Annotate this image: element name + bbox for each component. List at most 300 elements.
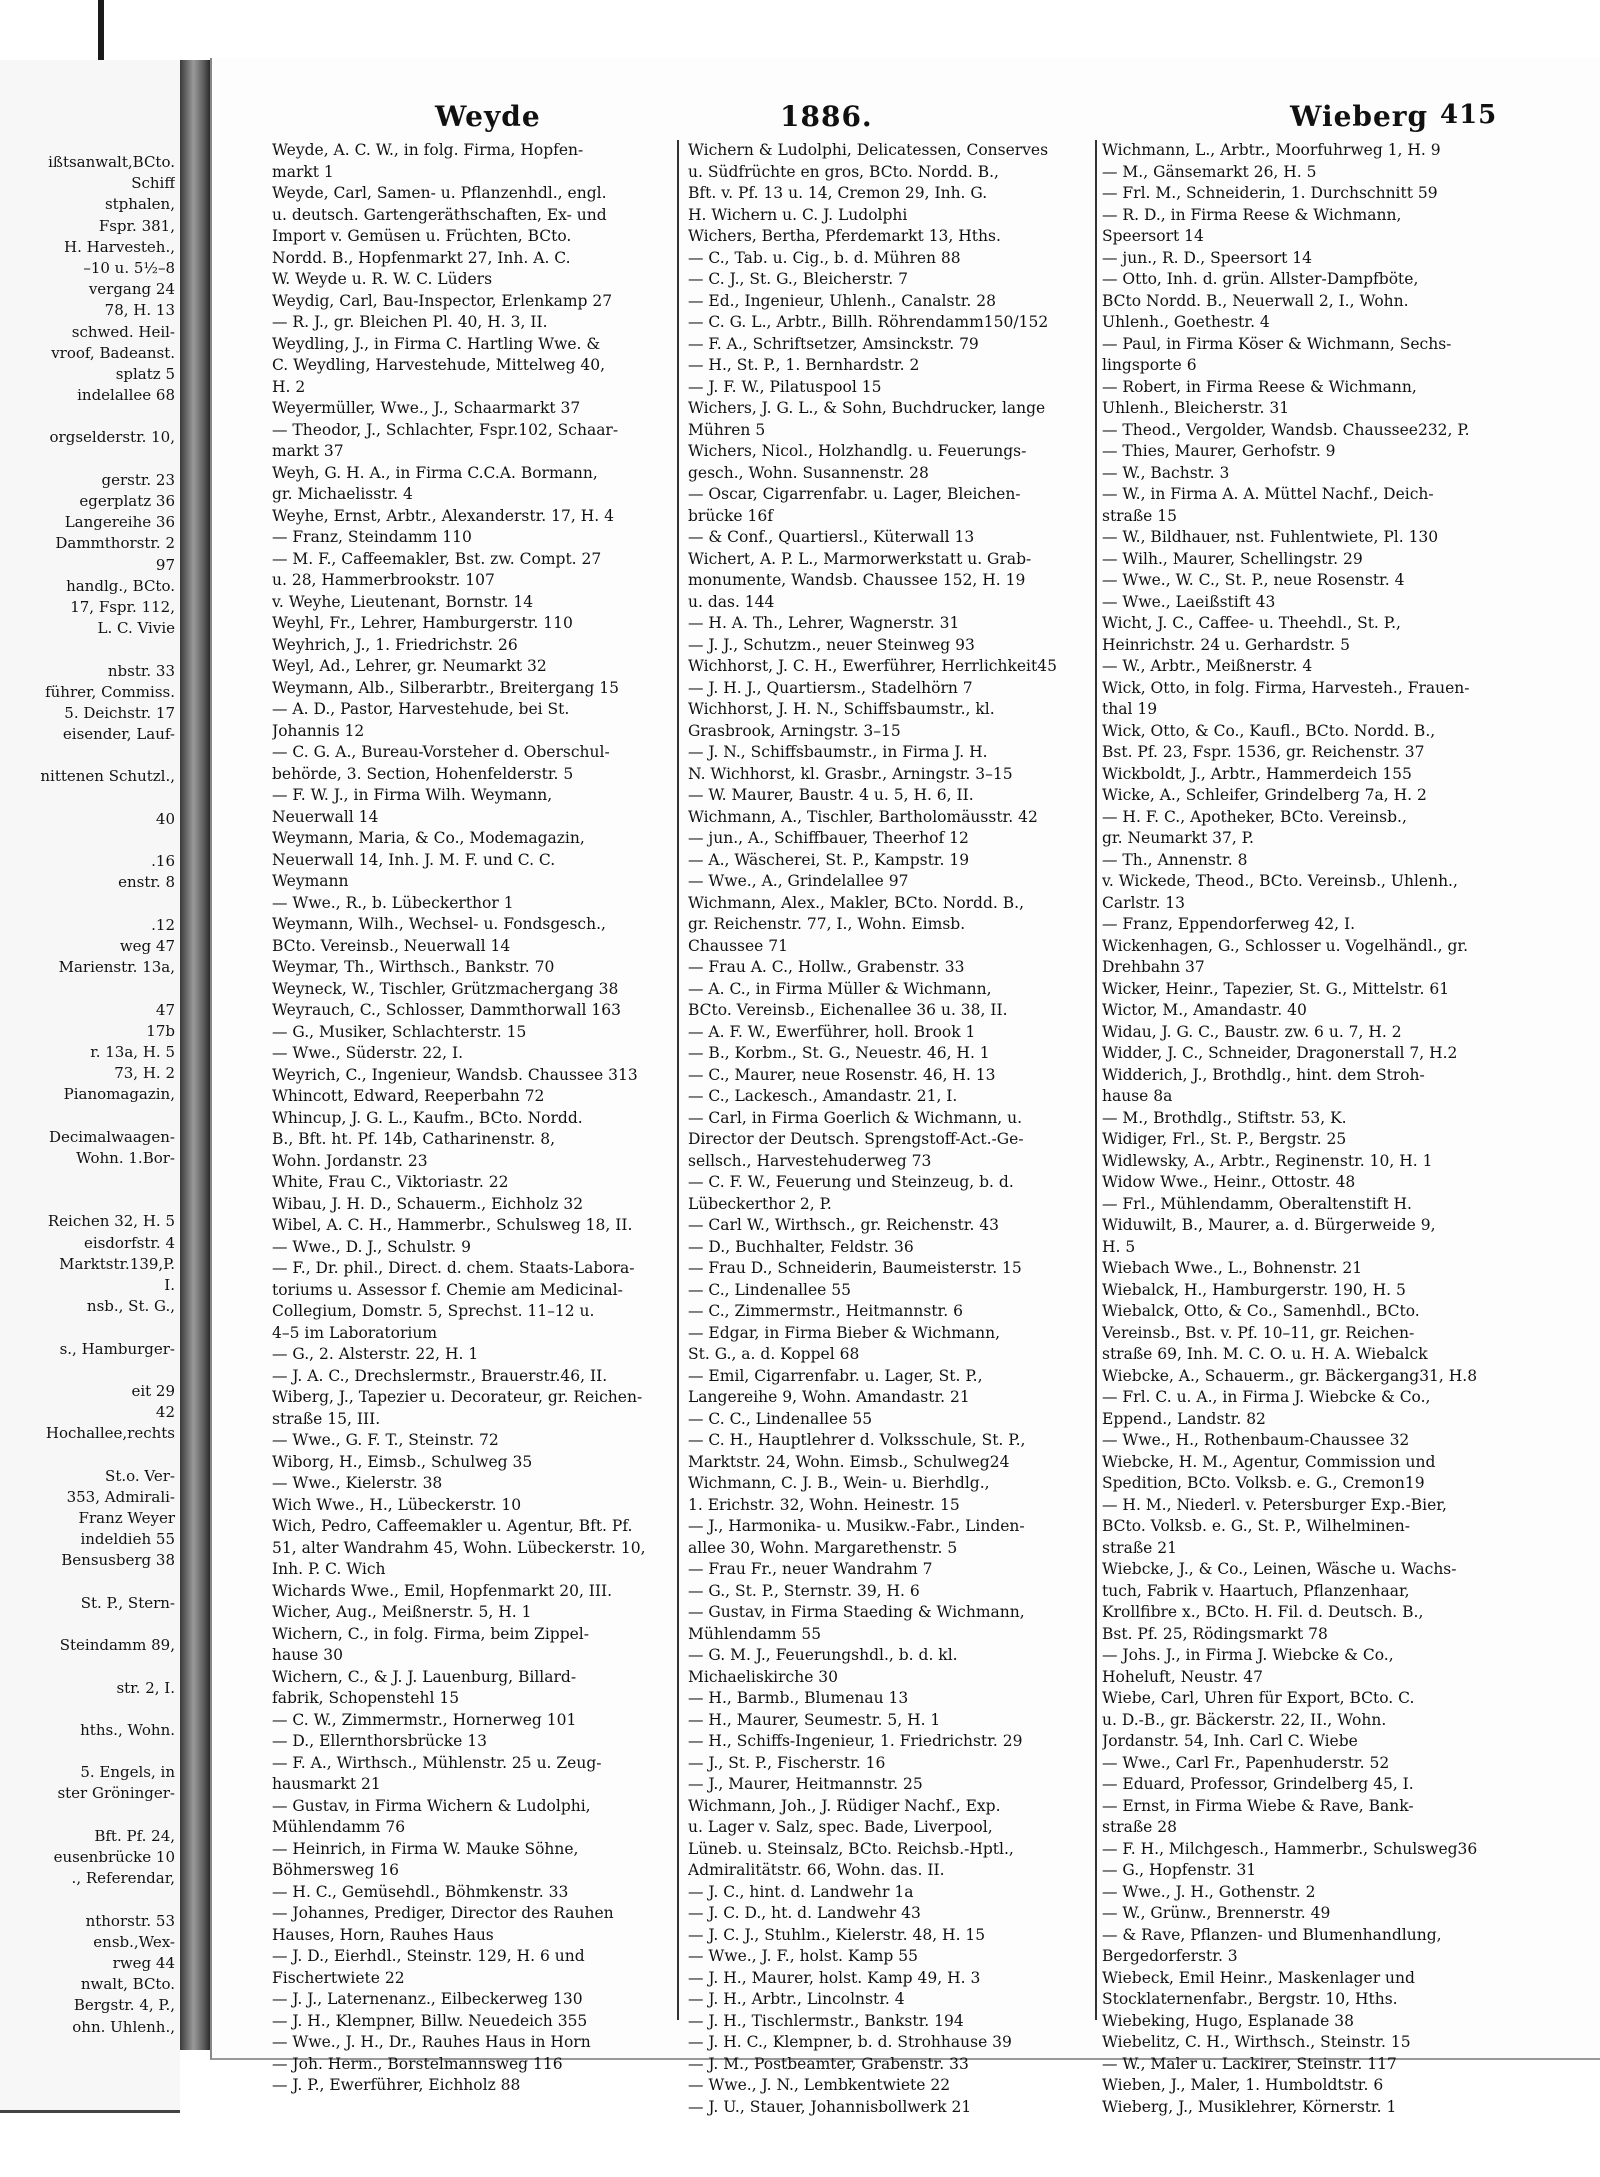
left-page-line: stphalen,: [104, 195, 175, 214]
directory-entry-line: — Eduard, Professor, Grindelberg 45, I.: [1102, 1775, 1414, 1793]
directory-entry-line: — J. H. J., Quartiersm., Stadelhörn 7: [688, 678, 973, 697]
header-left-keyword: Weyde: [435, 100, 541, 133]
left-page-line: .16: [151, 852, 175, 871]
directory-entry-line: Grasbrook, Arningstr. 3–15: [688, 721, 901, 740]
directory-entry-line: — C. G. A., Bureau-Vorsteher d. Oberschul-: [272, 743, 610, 761]
left-page-line: [0, 1889, 175, 1910]
directory-entry-line: — G., 2. Alsterstr. 22, H. 1: [272, 1345, 479, 1363]
directory-entry-line: Collegium, Domstr. 5, Sprechst. 11–12 u.: [272, 1302, 595, 1320]
directory-entry-line: Uhlenh., Bleicherstr. 31: [1102, 399, 1290, 417]
book-spine: [180, 60, 210, 2050]
left-page-line: Franz Weyer: [78, 1509, 175, 1527]
directory-entry-line: — H. A. Th., Lehrer, Wagnerstr. 31: [688, 614, 960, 632]
directory-entry-line: Weydling, J., in Firma C. Hartling Wwe. &: [272, 334, 601, 353]
directory-entry-line: Wichards Wwe., Emil, Hopfenmarkt 20, III.: [272, 1581, 613, 1600]
directory-entry-line: Widiger, Frl., St. P., Bergstr. 25: [1102, 1130, 1347, 1148]
left-page-line: Hochallee,rechts: [45, 1424, 175, 1443]
directory-entry-line: toriums u. Assessor f. Chemie am Medicinal-: [272, 1280, 623, 1299]
directory-entry-line: — H. M., Niederl. v. Petersburger Exp.-Bier,: [1102, 1495, 1447, 1514]
directory-entry-line: Wichern & Ludolphi, Delicatessen, Conserves: [688, 141, 1049, 159]
directory-entry-line: BCto. Vereinsb., Neuerwall 14: [272, 936, 511, 955]
directory-entry-line: — R. D., in Firma Reese & Wichmann,: [1102, 205, 1402, 224]
left-page-line: 47: [155, 1000, 175, 1019]
directory-entry-line: tuch, Fabrik v. Haartuch, Pflanzenhaar,: [1102, 1581, 1410, 1600]
directory-entry-line: — H. C., Gemüsehdl., Böhmkenstr. 33: [272, 1882, 569, 1901]
directory-entry-line: Wichert, A. P. L., Marmorwerkstatt u. Grab-: [688, 549, 1032, 568]
directory-entry-line: — Wwe., Carl Fr., Papenhuderstr. 52: [1102, 1753, 1390, 1772]
directory-entry-line: BCto. Volksb. e. G., St. P., Wilhelminen-: [1102, 1517, 1410, 1535]
directory-entry-line: — Gustav, in Firma Staeding & Wichmann,: [688, 1603, 1025, 1621]
left-page-line: splatz 5: [115, 364, 175, 383]
directory-entry-line: — Frl. C. u. A., in Firma J. Wiebcke & Co.,: [1102, 1388, 1431, 1406]
directory-entry-line: gr. Reichenstr. 77, I., Wohn. Eimsb.: [688, 915, 966, 933]
directory-entry-line: — Wwe., G. F. T., Steinstr. 72: [272, 1431, 499, 1449]
directory-entry-line: — W., Bachstr. 3: [1102, 463, 1230, 482]
left-page-line: ., Referendar,: [71, 1869, 175, 1888]
directory-entry-line: Wiebelitz, C. H., Wirthsch., Steinstr. 15: [1102, 2033, 1411, 2051]
left-page-line: H. Harvesteh.,: [64, 237, 175, 256]
directory-entry-line: Wichmann, Alex., Makler, BCto. Nordd. B.,: [688, 893, 1025, 912]
directory-entry-line: — C. F. W., Feuerung und Steinzeug, b. d.: [688, 1173, 1014, 1191]
directory-entry-line: Weyhrich, J., 1. Friedrichstr. 26: [272, 635, 518, 654]
directory-entry-line: — Wwe., A., Grindelallee 97: [688, 872, 909, 890]
directory-entry-line: Uhlenh., Goethestr. 4: [1102, 313, 1270, 331]
directory-entry-line: — C. W., Zimmermstr., Hornerweg 101: [272, 1710, 577, 1729]
directory-entry-line: — M., Gänsemarkt 26, H. 5: [1102, 162, 1317, 181]
left-page-line: eit 29: [131, 1381, 175, 1400]
directory-entry-line: Marktstr. 24, Wohn. Eimsb., Schulweg24: [688, 1452, 1010, 1471]
directory-entry-line: — B., Korbm., St. G., Neuestr. 46, H. 1: [688, 1044, 990, 1062]
directory-entry-line: Spedition, BCto. Volksb. e. G., Cremon19: [1102, 1474, 1425, 1492]
directory-entry-line: — J. C. D., ht. d. Landwehr 43: [688, 1904, 921, 1922]
directory-entry-line: Widderich, J., Brothdlg., hint. dem Stroh-: [1102, 1065, 1425, 1084]
directory-entry-line: — C., Maurer, neue Rosenstr. 46, H. 13: [688, 1065, 996, 1084]
directory-entry-line: monumente, Wandsb. Chaussee 152, H. 19: [688, 571, 1026, 589]
left-page-line: indelallee 68: [77, 386, 175, 405]
directory-entry-line: Weyl, Ad., Lehrer, gr. Neumarkt 32: [272, 657, 547, 675]
left-page-line: s., Hamburger-: [59, 1339, 175, 1358]
directory-entry-line: BCto Nordd. B., Neuerwall 2, I., Wohn.: [1102, 291, 1409, 310]
directory-entry-line: — J. H., Maurer, holst. Kamp 49, H. 3: [688, 1968, 981, 1987]
directory-entry-line: Wicht, J. C., Caffee- u. Theehdl., St. P.,: [1102, 614, 1401, 632]
left-page-line: 353, Admirali-: [66, 1487, 175, 1506]
directory-entry-line: Weymar, Th., Wirthsch., Bankstr. 70: [272, 958, 555, 976]
directory-entry-line: Krollfibre x., BCto. H. Fil. d. Deutsch. B.,: [1102, 1603, 1424, 1621]
directory-entry-line: H. Wichern u. C. J. Ludolphi: [688, 205, 908, 224]
directory-entry-line: Heinrichstr. 24 u. Gerhardstr. 5: [1102, 635, 1351, 654]
directory-entry-line: — J. C., hint. d. Landwehr 1a: [688, 1882, 914, 1901]
directory-entry-line: — Robert, in Firma Reese & Wichmann,: [1102, 377, 1417, 396]
left-page-line: I.: [164, 1275, 175, 1294]
directory-entry-line: — Wwe., Kielerstr. 38: [272, 1474, 443, 1492]
left-page-line: eusenbrücke 10: [53, 1848, 175, 1866]
left-page-line: [0, 830, 175, 851]
directory-entry-line: — Frau D., Schneiderin, Baumeisterstr. 15: [688, 1259, 1022, 1277]
directory-entry-line: Bst. Pf. 23, Fspr. 1536, gr. Reichenstr. 37: [1102, 743, 1425, 761]
directory-entry-line: Whincup, J. G. L., Kaufm., BCto. Nordd.: [272, 1108, 583, 1127]
directory-entry-line: — J. P., Ewerführer, Eichholz 88: [272, 2076, 521, 2094]
left-page-line: [0, 406, 175, 427]
directory-entry-line: v. Wickede, Theod., BCto. Vereinsb., Uhlenh.,: [1102, 872, 1458, 890]
left-page-line: 73, H. 2: [114, 1064, 175, 1083]
directory-entry-line: — M., Brothdlg., Stiftstr. 53, K.: [1102, 1108, 1347, 1127]
directory-entry-line: — C. J., St. G., Bleicherstr. 7: [688, 270, 909, 288]
directory-entry-line: — Carl W., Wirthsch., gr. Reichenstr. 43: [688, 1216, 1000, 1234]
directory-entry-line: Wick, Otto, in folg. Firma, Harvesteh., Frauen-: [1102, 678, 1470, 697]
directory-entry-line: straße 21: [1102, 1538, 1178, 1557]
left-page-line: nwalt, BCto.: [80, 1975, 175, 1994]
directory-entry-line: White, Frau C., Viktoriastr. 22: [272, 1173, 509, 1191]
directory-entry-line: Wiberg, J., Tapezier u. Decorateur, gr. Reichen-: [272, 1388, 643, 1406]
directory-entry-line: — A. F. W., Ewerführer, holl. Brook 1: [688, 1022, 976, 1041]
directory-entry-line: Wohn. Jordanstr. 23: [272, 1151, 428, 1170]
directory-entry-line: lingsporte 6: [1102, 356, 1197, 374]
directory-entry-line: — Ernst, in Firma Wiebe & Rave, Bank-: [1102, 1796, 1414, 1815]
left-page-line: [0, 1169, 175, 1190]
directory-entry-line: — J. H., Klempner, Billw. Neuedeich 355: [272, 2011, 588, 2030]
directory-entry-line: St. G., a. d. Koppel 68: [688, 1345, 860, 1363]
directory-entry-line: Wicher, Aug., Meißnerstr. 5, H. 1: [272, 1603, 532, 1621]
directory-entry-line: Wichern, C., in folg. Firma, beim Zippel-: [272, 1624, 589, 1643]
directory-entry-line: hause 8a: [1102, 1087, 1173, 1105]
directory-entry-line: — Wwe., W. C., St. P., neue Rosenstr. 4: [1102, 571, 1405, 589]
directory-entry-line: Lübeckerthor 2, P.: [688, 1194, 832, 1213]
directory-entry-line: — C., Tab. u. Cig., b. d. Mühren 88: [688, 248, 961, 267]
directory-entry-line: brücke 16f: [688, 506, 773, 525]
directory-entry-line: v. Weyhe, Lieutenant, Bornstr. 14: [272, 592, 534, 611]
directory-entry-line: — J. H., Tischlermstr., Bankstr. 194: [688, 2011, 964, 2030]
directory-entry-line: Weymann: [272, 872, 349, 890]
left-page-line: hths., Wohn.: [80, 1720, 175, 1739]
left-page-line: enstr. 8: [118, 873, 175, 892]
directory-entry-line: Speersort 14: [1102, 227, 1204, 245]
directory-entry-line: — Th., Annenstr. 8: [1102, 850, 1248, 869]
directory-entry-line: u. 28, Hammerbrookstr. 107: [272, 571, 495, 589]
left-page-line: handlg., BCto.: [66, 576, 175, 595]
directory-entry-line: — Frau Fr., neuer Wandrahm 7: [688, 1560, 933, 1578]
directory-entry-line: — Wwe., J. H., Dr., Rauhes Haus in Horn: [272, 2033, 591, 2051]
left-page-line: Bensusberg 38: [61, 1551, 175, 1570]
header-year: 1886.: [780, 100, 873, 133]
left-page-line: nbstr. 33: [107, 661, 175, 680]
directory-entry-line: — Wwe., Laeißstift 43: [1102, 592, 1276, 611]
directory-entry-line: — & Conf., Quartiersl., Küterwall 13: [688, 528, 975, 546]
directory-entry-line: — J. M., Postbeamter, Grabenstr. 33: [688, 2054, 969, 2073]
directory-entry-line: Vereinsb., Bst. v. Pf. 10–11, gr. Reichen-: [1102, 1323, 1415, 1342]
directory-entry-line: Mühlendamm 76: [272, 1818, 406, 1836]
directory-entry-line: — C. C., Lindenallee 55: [688, 1409, 873, 1428]
directory-entry-line: — Johs. J., in Firma J. Wiebcke & Co.,: [1102, 1646, 1394, 1664]
directory-entry-line: Weyde, Carl, Samen- u. Pflanzenhdl., engl.: [272, 184, 607, 202]
left-page-line: [0, 1805, 175, 1826]
directory-entry-line: Wiebeking, Hugo, Esplanade 38: [1102, 2011, 1354, 2030]
directory-entry-line: — Wwe., Süderstr. 22, I.: [272, 1044, 464, 1062]
directory-entry-line: Widder, J. C., Schneider, Dragonerstall 7, H.2: [1102, 1044, 1458, 1062]
directory-entry-line: allee 30, Wohn. Margarethenstr. 5: [688, 1538, 958, 1557]
left-page-line: St. P., Stern-: [80, 1593, 175, 1612]
left-page-line: eisdorfstr. 4: [83, 1233, 175, 1252]
left-page-line: ißtsanwalt,BCto.: [48, 153, 175, 171]
left-page-line: ster Gröninger-: [57, 1784, 175, 1803]
directory-entry-line: Weyhl, Fr., Lehrer, Hamburgerstr. 110: [272, 614, 573, 632]
directory-entry-line: — W., in Firma A. A. Müttel Nachf., Deich-: [1102, 485, 1434, 503]
directory-entry-line: Neuerwall 14: [272, 807, 379, 826]
directory-entry-line: Wich Wwe., H., Lübeckerstr. 10: [272, 1495, 522, 1514]
directory-entry-line: — F. A., Schriftsetzer, Amsinckstr. 79: [688, 334, 979, 353]
left-page-line: [0, 1190, 175, 1211]
directory-entry-line: Bst. Pf. 25, Rödingsmarkt 78: [1102, 1624, 1328, 1643]
directory-entry-line: — W. Maurer, Baustr. 4 u. 5, H. 6, II.: [688, 786, 974, 804]
directory-entry-line: u. das. 144: [688, 592, 775, 611]
directory-entry-line: Director der Deutsch. Sprengstoff-Act.-Ge-: [688, 1130, 1024, 1148]
directory-entry-line: — G., Hopfenstr. 31: [1102, 1861, 1257, 1879]
directory-entry-line: — J. J., Schutzm., neuer Steinweg 93: [688, 635, 975, 654]
directory-entry-line: Wichers, J. G. L., & Sohn, Buchdrucker, lange: [688, 399, 1046, 417]
left-page-line: [0, 449, 175, 470]
directory-entry-line: N. Wichhorst, kl. Grasbr., Arningstr. 3–15: [688, 764, 1013, 783]
left-page-line: [0, 1444, 175, 1465]
left-page-line: indeldieh 55: [80, 1530, 175, 1549]
left-page-line: vergang 24: [88, 280, 175, 299]
directory-entry-line: — Wwe., D. J., Schulstr. 9: [272, 1237, 471, 1256]
directory-entry-line: — A., Wäscherei, St. P., Kampstr. 19: [688, 850, 970, 869]
directory-entry-line: — J. F. W., Pilatuspool 15: [688, 377, 882, 396]
directory-entry-line: u. Südfrüchte en gros, BCto. Nordd. B.,: [688, 162, 999, 181]
directory-entry-line: — G., St. P., Sternstr. 39, H. 6: [688, 1581, 920, 1600]
directory-entry-line: — Frl., Mühlendamm, Oberaltenstift H.: [1102, 1194, 1412, 1213]
directory-entry-line: — F. A., Wirthsch., Mühlenstr. 25 u. Zeug-: [272, 1753, 602, 1772]
directory-entry-line: Stocklaternenfabr., Bergstr. 10, Hths.: [1102, 1990, 1398, 2008]
left-page-line: Decimalwaagen-: [49, 1127, 175, 1146]
directory-entry-line: — Theodor, J., Schlachter, Fspr.102, Schaar-: [272, 420, 619, 439]
directory-entry-line: — Frau A. C., Hollw., Grabenstr. 33: [688, 958, 965, 976]
left-page-line: [0, 1360, 175, 1381]
directory-entry-line: Weyhe, Ernst, Arbtr., Alexanderstr. 17, H. 4: [272, 506, 614, 525]
directory-entry-line: H. 5: [1102, 1237, 1136, 1256]
directory-entry-line: — W., Grünw., Brennerstr. 49: [1102, 1904, 1331, 1922]
directory-entry-line: — & Rave, Pflanzen- und Blumenhandlung,: [1102, 1925, 1442, 1944]
directory-entry-line: Weyrich, C., Ingenieur, Wandsb. Chaussee 313: [272, 1065, 638, 1084]
page-number: 415: [1440, 100, 1498, 130]
directory-entry-line: — Oscar, Cigarrenfabr. u. Lager, Bleichen-: [688, 485, 1021, 503]
left-page-line: Bft. Pf. 24,: [94, 1826, 175, 1845]
directory-entry-line: Wibau, J. H. D., Schauerm., Eichholz 32: [272, 1194, 584, 1213]
left-page-line: nthorstr. 53: [85, 1911, 175, 1930]
directory-entry-line: behörde, 3. Section, Hohenfelderstr. 5: [272, 764, 574, 783]
directory-entry-line: — J. D., Eierhdl., Steinstr. 129, H. 6 und: [272, 1947, 585, 1965]
left-page-line: schwed. Heil-: [71, 322, 175, 341]
directory-entry-line: Bft. v. Pf. 13 u. 14, Cremon 29, Inh. G.: [688, 184, 988, 202]
directory-entry-line: Wichmann, C. J. B., Wein- u. Bierhdlg.,: [688, 1474, 990, 1492]
directory-entry-line: Wiborg, H., Eimsb., Schulweg 35: [272, 1452, 533, 1471]
left-page-line: 42: [155, 1403, 175, 1422]
directory-column-2: [688, 140, 1088, 2118]
directory-entry-line: — M. F., Caffeemakler, Bst. zw. Compt. 27: [272, 549, 602, 568]
directory-entry-line: Wicker, Heinr., Tapezier, St. G., Mittelstr. 61: [1102, 979, 1450, 998]
left-page-line: [0, 894, 175, 915]
left-page-line: str. 2, I.: [116, 1678, 175, 1697]
directory-entry-line: Wichern, C., & J. J. Lauenburg, Billard-: [272, 1667, 577, 1686]
directory-entry-line: Drehbahn 37: [1102, 958, 1205, 976]
directory-entry-line: — J. U., Stauer, Johannisbollwerk 21: [688, 2097, 972, 2116]
directory-entry-line: — R. J., gr. Bleichen Pl. 40, H. 3, II.: [272, 313, 548, 331]
directory-entry-line: straße 69, Inh. M. C. O. u. H. A. Wiebalck: [1102, 1345, 1428, 1363]
directory-entry-line: W. Weyde u. R. W. C. Lüders: [272, 270, 493, 288]
directory-entry-line: Wichmann, Joh., J. Rüdiger Nachf., Exp.: [688, 1796, 1001, 1815]
left-page-line: 5. Deichstr. 17: [64, 703, 175, 722]
directory-entry-line: Hauses, Horn, Rauhes Haus: [272, 1925, 494, 1944]
directory-entry-line: gr. Michaelisstr. 4: [272, 485, 413, 503]
directory-entry-line: B., Bft. ht. Pf. 14b, Catharinenstr. 8,: [272, 1130, 556, 1148]
directory-entry-line: — Theod., Vergolder, Wandsb. Chaussee232, P.: [1102, 420, 1470, 439]
directory-entry-line: Wichhorst, J. C. H., Ewerführer, Herrlichkeit45: [688, 657, 1057, 675]
directory-entry-line: straße 28: [1102, 1818, 1178, 1836]
directory-entry-line: straße 15, III.: [272, 1409, 381, 1428]
directory-entry-line: Jordanstr. 54, Inh. Carl C. Wiebe: [1102, 1732, 1358, 1750]
directory-entry-line: Weydig, Carl, Bau-Inspector, Erlenkamp 27: [272, 291, 613, 310]
directory-entry-line: hause 30: [272, 1646, 343, 1664]
directory-entry-line: — C., Lindenallee 55: [688, 1280, 851, 1299]
directory-entry-line: — W., Bildhauer, nst. Fuhlentwiete, Pl. 130: [1102, 528, 1439, 546]
left-page-line: Wohn. 1.Bor-: [76, 1148, 175, 1167]
left-page-line: 17, Fspr. 112,: [70, 597, 175, 616]
directory-entry-line: — Wwe., H., Rothenbaum-Chaussee 32: [1102, 1431, 1410, 1449]
directory-entry-line: Wibel, A. C. H., Hammerbr., Schulsweg 18, II.: [272, 1216, 633, 1234]
directory-entry-line: Bergedorferstr. 3: [1102, 1947, 1238, 1965]
directory-entry-line: — Joh. Herm., Borstelmannsweg 116: [272, 2054, 563, 2073]
directory-entry-line: gesch., Wohn. Susannenstr. 28: [688, 463, 929, 482]
left-page-line: –10 u. 5½–8: [83, 258, 175, 277]
directory-entry-line: — Thies, Maurer, Gerhofstr. 9: [1102, 442, 1336, 460]
directory-entry-line: u. Lager v. Salz, spec. Bade, Liverpool,: [688, 1818, 993, 1836]
directory-entry-line: — C., Zimmermstr., Heitmannstr. 6: [688, 1302, 963, 1320]
directory-column-1: [272, 140, 672, 2097]
column-divider: [677, 140, 679, 2020]
directory-entry-line: — Wwe., J. F., holst. Kamp 55: [688, 1947, 918, 1965]
directory-entry-line: — J. A. C., Drechslermstr., Brauerstr.46, II.: [272, 1366, 608, 1385]
left-page-line: Marienstr. 13a,: [58, 958, 175, 977]
left-page-line: ohn. Uhlenh.,: [72, 2017, 175, 2036]
left-page-line: orgselderstr. 10,: [49, 428, 175, 447]
directory-entry-line: — J. N., Schiffsbaumstr., in Firma J. H.: [688, 743, 988, 761]
left-page-line: L. C. Vivie: [97, 619, 175, 638]
directory-entry-line: Wichmann, A., Tischler, Bartholomäusstr. 42: [688, 807, 1038, 826]
directory-entry-line: — C. H., Hauptlehrer d. Volksschule, St. P.,: [688, 1431, 1026, 1449]
directory-entry-line: — G. M. J., Feuerungshdl., b. d. kl.: [688, 1646, 958, 1664]
directory-entry-line: C. Weydling, Harvestehude, Mittelweg 40,: [272, 356, 606, 374]
left-page-line: [0, 639, 175, 660]
left-page-line: Bergstr. 4, P.,: [73, 1996, 175, 2015]
left-page-line: St.o. Ver-: [105, 1466, 175, 1485]
left-page-line: vroof, Badeanst.: [51, 343, 175, 362]
left-page-line: Pianomagazin,: [63, 1085, 175, 1104]
directory-entry-line: Weyrauch, C., Schlosser, Dammthorwall 163: [272, 1001, 621, 1019]
directory-entry-line: Wiebcke, J., & Co., Leinen, Wäsche u. Wachs-: [1102, 1560, 1457, 1578]
directory-entry-line: — Emil, Cigarrenfabr. u. Lager, St. P.,: [688, 1366, 983, 1385]
directory-entry-line: Lüneb. u. Steinsalz, BCto. Reichsb.-Hptl.,: [688, 1839, 1014, 1858]
directory-entry-line: gr. Neumarkt 37, P.: [1102, 829, 1254, 847]
left-page-line: führer, Commiss.: [45, 682, 175, 701]
left-page-line: ensb.,Wex-: [93, 1932, 175, 1951]
left-page-line: 17b: [146, 1021, 175, 1040]
directory-entry-line: Weymann, Maria, & Co., Modemagazin,: [272, 829, 585, 847]
left-page-line: gerstr. 23: [101, 470, 175, 489]
directory-entry-line: Import v. Gemüsen u. Früchten, BCto.: [272, 227, 572, 245]
directory-entry-line: — J., St. P., Fischerstr. 16: [688, 1753, 886, 1772]
directory-entry-line: — Otto, Inh. d. grün. Allster-Dampfböte,: [1102, 270, 1419, 288]
directory-entry-line: Chaussee 71: [688, 936, 788, 955]
left-page-line: 5. Engels, in: [80, 1763, 175, 1782]
directory-entry-line: Wichhorst, J. H. N., Schiffsbaumstr., kl.: [688, 700, 995, 718]
directory-entry-line: Wickenhagen, G., Schlosser u. Vogelhändl., gr.: [1102, 936, 1469, 955]
column-divider: [1095, 140, 1097, 2020]
left-page-line: Dammthorstr. 2: [55, 534, 175, 553]
left-page-line: nsb., St. G.,: [86, 1297, 175, 1316]
directory-entry-line: fabrik, Schopenstehl 15: [272, 1689, 460, 1707]
directory-entry-line: — Gustav, in Firma Wichern & Ludolphi,: [272, 1796, 591, 1815]
directory-entry-line: — W., Maler u. Lackirer, Steinstr. 117: [1102, 2054, 1397, 2073]
directory-entry-line: Wiebcke, A., Schauerm., gr. Bäckergang31, H.8: [1102, 1366, 1478, 1385]
directory-entry-line: — Wwe., J. H., Gothenstr. 2: [1102, 1882, 1316, 1901]
directory-entry-line: Carlstr. 13: [1102, 893, 1185, 912]
header-right-keyword: Wieberg: [1290, 100, 1429, 133]
directory-entry-line: — W., Arbtr., Meißnerstr. 4: [1102, 657, 1313, 675]
directory-entry-line: Weymann, Wilh., Wechsel- u. Fondsgesch.,: [272, 915, 606, 933]
directory-entry-line: Wieberg, J., Musiklehrer, Körnerstr. 1: [1102, 2097, 1397, 2116]
directory-entry-line: — Johannes, Prediger, Director des Rauhen: [272, 1904, 614, 1922]
directory-entry-line: Böhmersweg 16: [272, 1861, 399, 1879]
directory-entry-line: Widau, J. G. C., Baustr. zw. 6 u. 7, H. 2: [1102, 1022, 1402, 1041]
directory-entry-line: — Paul, in Firma Köser & Wichmann, Sechs-: [1102, 334, 1452, 353]
left-page-line: [0, 978, 175, 999]
directory-entry-line: — C. G. L., Arbtr., Billh. Röhrendamm150/152: [688, 313, 1049, 331]
directory-entry-line: — D., Ellernthorsbrücke 13: [272, 1732, 487, 1750]
directory-entry-line: Wichmann, L., Arbtr., Moorfuhrweg 1, H. 9: [1102, 141, 1441, 159]
directory-entry-line: Weyh, G. H. A., in Firma C.C.A. Bormann,: [272, 463, 598, 482]
left-page-line: egerplatz 36: [79, 492, 175, 510]
directory-entry-line: Eppend., Landstr. 82: [1102, 1409, 1266, 1428]
directory-entry-line: — F. H., Milchgesch., Hammerbr., Schulsweg36: [1102, 1839, 1478, 1858]
directory-entry-line: u. D.-B., gr. Bäckerstr. 22, II., Wohn.: [1102, 1710, 1387, 1729]
directory-entry-line: 1. Erichstr. 32, Wohn. Heinestr. 15: [688, 1495, 960, 1514]
directory-entry-line: Weyneck, W., Tischler, Grützmachergang 38: [272, 979, 619, 998]
directory-entry-line: — J. C. J., Stuhlm., Kielerstr. 48, H. 15: [688, 1925, 986, 1944]
directory-entry-line: — Wilh., Maurer, Schellingstr. 29: [1102, 549, 1363, 568]
left-page-line: 97: [155, 555, 175, 574]
left-page-line: [0, 788, 175, 809]
directory-entry-line: — G., Musiker, Schlachterstr. 15: [272, 1022, 527, 1041]
directory-entry-line: — D., Buchhalter, Feldstr. 36: [688, 1237, 914, 1256]
directory-entry-line: Wiebalck, Otto, & Co., Samenhdl., BCto.: [1102, 1302, 1420, 1320]
directory-entry-line: — H., St. P., 1. Bernhardstr. 2: [688, 356, 920, 374]
directory-entry-line: Fischertwiete 22: [272, 1968, 405, 1987]
directory-entry-line: Johannis 12: [272, 721, 365, 740]
directory-entry-line: — J., Harmonika- u. Musikw.-Fabr., Linden-: [688, 1517, 1025, 1535]
directory-entry-line: — H., Maurer, Seumestr. 5, H. 1: [688, 1710, 941, 1729]
directory-entry-line: — Frl. M., Schneiderin, 1. Durchschnitt 59: [1102, 184, 1438, 202]
directory-entry-line: — jun., A., Schiffbauer, Theerhof 12: [688, 829, 969, 847]
directory-entry-line: — F., Dr. phil., Direct. d. chem. Staats-Labora-: [272, 1259, 635, 1277]
directory-entry-line: Mühlendamm 55: [688, 1624, 822, 1643]
left-page-line: [0, 1105, 175, 1126]
left-page-line: [0, 1741, 175, 1762]
directory-entry-line: Mühren 5: [688, 420, 766, 439]
directory-entry-line: — Franz, Eppendorferweg 42, I.: [1102, 915, 1356, 933]
directory-entry-line: Admiralitätstr. 66, Wohn. das. II.: [688, 1861, 945, 1879]
left-page-line: [0, 1614, 175, 1635]
left-page-line: 40: [155, 809, 175, 828]
directory-entry-line: — J. J., Laternenanz., Eilbeckerweg 130: [272, 1990, 583, 2008]
